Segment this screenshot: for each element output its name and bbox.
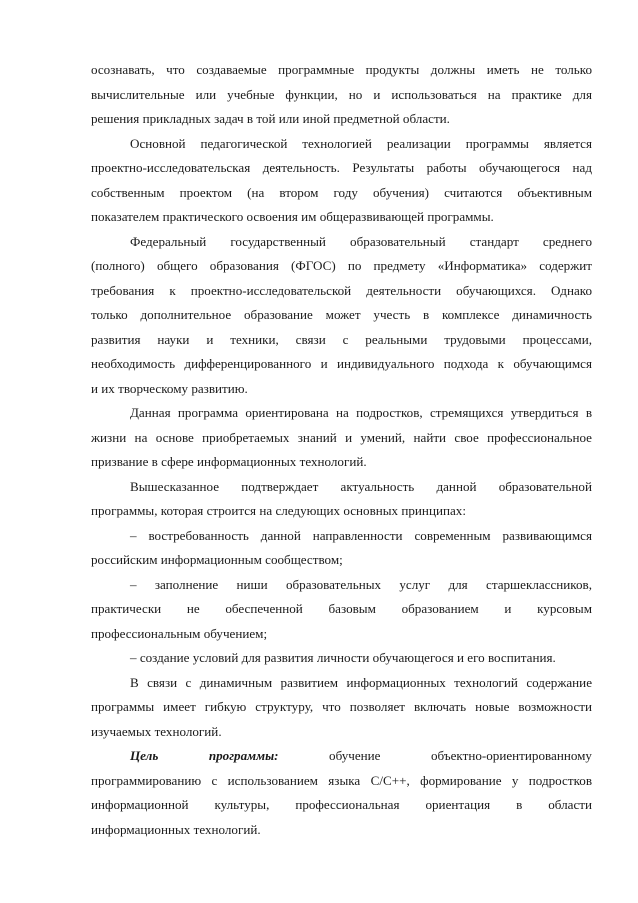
paragraph-line: требования к проектно-исследовательской деятельности обучающихся. Однако [91, 282, 592, 298]
paragraph-line: проектно-исследовательская деятельность. Результаты работы обучающегося над [91, 160, 592, 175]
list-item-line: – создание условий для развития личности обучающегося и его воспитания. [130, 650, 556, 665]
paragraph-line: Данная программа ориентирована на подростков, стремящихся утвердиться в [130, 405, 592, 420]
paragraph-line: и их творческому развитию. [91, 380, 248, 396]
paragraph-line: показателем практического освоения им общеразвивающей программы. [91, 209, 494, 224]
paragraph-line: жизни на основе приобретаемых знаний и умений, найти свое профессиональное [91, 429, 592, 445]
paragraph-line: программы имеет гибкую структуру, что позволяет включать новые возможности [91, 699, 592, 714]
paragraph-line: (полного) общего образования (ФГОС) по предмету «Информатика» содержит [91, 258, 592, 273]
paragraph-line: решения прикладных задач в той или иной предметной области. [91, 111, 450, 126]
list-item-line: российским информационным сообществом; [91, 552, 343, 567]
paragraph-line: программы, которая строится на следующих основных принципах: [91, 503, 466, 518]
purpose-word: обучение [329, 748, 381, 763]
purpose-label: Цель [130, 748, 159, 763]
paragraph-line: осознавать, что создаваемые программные продукты должны иметь не только [91, 62, 592, 77]
paragraph-line: призвание в сфере информационных технологий. [91, 454, 367, 469]
purpose-label-program: программы: [208, 748, 279, 763]
document-page [91, 58, 592, 842]
list-item-line: профессиональным обучением; [91, 625, 268, 641]
paragraph-line: Федеральный государственный образовательный стандарт среднего [130, 233, 592, 249]
purpose-word: объектно-ориентированному [430, 748, 592, 763]
paragraph-line: вычислительные или учебные функции, но и использоваться на практике для [91, 86, 592, 102]
purpose-line [91, 744, 592, 769]
paragraph-line: Основной педагогической технологией реализации программы является [130, 135, 592, 151]
paragraph-line: собственным проектом (на втором году обучения) считаются объективным [91, 184, 592, 200]
paragraph-line: только дополнительное образование может учесть в комплексе динамичность [91, 307, 592, 322]
paragraph-line: информационной культуры, профессиональная ориентация в области [91, 797, 592, 812]
list-item-line: – востребованность данной направленности современным развивающимся [130, 527, 592, 543]
paragraph-line: программированию с использованием языка С/С++, формирование у подростков [91, 772, 592, 788]
paragraph-line: В связи с динамичным развитием информационных технологий содержание [130, 674, 592, 690]
paragraph-line: информационных технологий. [91, 821, 261, 837]
paragraph-line: Вышесказанное подтверждает актуальность данной образовательной [130, 478, 592, 494]
list-item-line: практически не обеспеченной базовым образованием и курсовым [91, 601, 592, 616]
paragraph-line: развития науки и техники, связи с реальными трудовыми процессами, [91, 331, 592, 347]
paragraph-line: необходимость дифференцированного и индивидуального подхода к обучающимся [91, 356, 592, 371]
list-item-line: – заполнение ниши образовательных услуг для старшеклассников, [130, 576, 592, 592]
paragraph-line: изучаемых технологий. [91, 723, 222, 739]
